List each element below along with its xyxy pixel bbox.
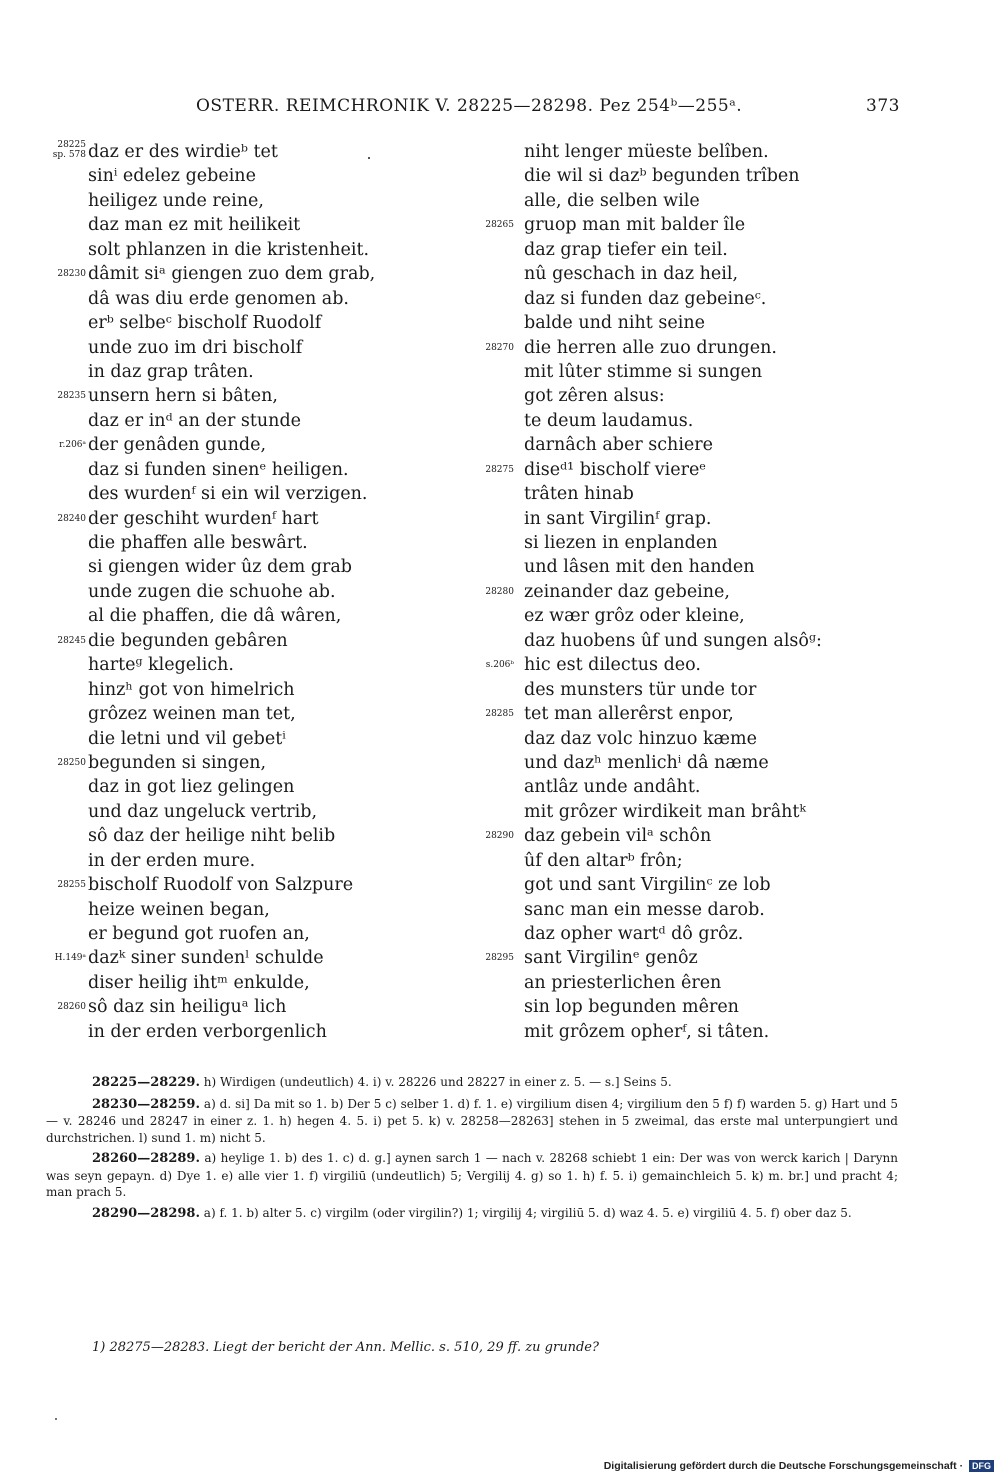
verse-text: zeinander daz gebeine, (524, 581, 730, 602)
verse-text: die begunden gebâren (88, 630, 288, 651)
line-number: 28265 (485, 220, 514, 231)
verse-text: mit grôzer wirdikeit man brâhtᵏ (524, 801, 806, 822)
apparatus-text: a) f. 1. b) alter 5. c) virgilm (oder virgilin?) 1; virgilij 4; virgiliū 5. d) waz 4. 5. e) virgiliū 4. 5. f) ober daz 5. (199, 1205, 852, 1220)
verse-text: daz er des wirdieᵇ tet (88, 142, 278, 162)
verse-text: mit lûter stimme si sungen (524, 361, 763, 382)
line-number: 28230 (57, 269, 86, 280)
verse-text: dâmit siᵃ giengen zuo dem grab, (88, 264, 376, 285)
line-number: 28240 (57, 513, 86, 524)
verse-line (36, 287, 476, 311)
verse-text: und lâsen mit den handen (524, 557, 755, 578)
verse-text: ez wær grôz oder kleine, (524, 606, 745, 627)
line-number: 28295 (485, 953, 514, 964)
verse-line (476, 164, 876, 188)
verse-text: unsern hern si bâten, (88, 386, 278, 407)
verse-line (476, 189, 876, 213)
apparatus-entry (46, 1074, 898, 1092)
verse-text: ûf den altarᵇ frôn; (524, 850, 683, 871)
verse-text: unde zuo im dri bischolf (88, 337, 303, 358)
verse-text: heiligez unde reine, (88, 190, 264, 211)
verse-line (36, 262, 476, 286)
line-number: s.206ᵇ (485, 660, 514, 671)
verse-text: balde und niht seine (524, 313, 705, 334)
verse-line (36, 433, 476, 457)
verse-line (476, 238, 876, 262)
credit-text: Digitalisierung gefördert durch die Deutsche Forschungsgemeinschaft · (603, 1459, 964, 1472)
line-number: H.149ᵃ (54, 953, 86, 964)
verse-line (36, 140, 476, 164)
verse-text: erᵇ selbeᶜ bischolf Ruodolf (88, 313, 322, 334)
verse-line (476, 922, 876, 946)
verse-text: der geschiht wurdenᶠ hart (88, 508, 319, 529)
line-number: 28250 (57, 757, 86, 768)
verse-line (36, 898, 476, 922)
dfg-logo: DFG (969, 1460, 994, 1472)
verse-line (476, 946, 876, 970)
verse-line (476, 360, 876, 384)
verse-text: harteᵍ klegelich. (88, 655, 234, 676)
verse-text: diseᵈ¹ bischolf viereᵉ (524, 459, 707, 480)
verse-line (476, 824, 876, 848)
verse-line (36, 751, 476, 775)
verse-line (476, 140, 876, 164)
page-number: 373 (866, 96, 900, 116)
line-number: 28255 (57, 880, 86, 891)
verse-text: die wil si dazᵇ begunden trîben (524, 166, 800, 187)
verse-line (476, 287, 876, 311)
verse-text: des munsters tür unde tor (524, 679, 757, 700)
verse-line (36, 238, 476, 262)
verse-line (36, 702, 476, 726)
verse-line (36, 922, 476, 946)
verse-line (476, 800, 876, 824)
line-number: 28280 (485, 586, 514, 597)
verse-text: antlâz unde andâht. (524, 777, 701, 798)
header-title: OSTERR. REIMCHRONIK V. 28225—28298. Pez 254ᵇ—255ᵃ. (196, 96, 743, 116)
running-header (196, 96, 900, 120)
apparatus-entry (46, 1096, 898, 1147)
verse-line (36, 946, 476, 970)
verse-text: daz opher wartᵈ dô grôz. (524, 924, 744, 944)
verse-text: sanc man ein messe darob. (524, 899, 765, 920)
verse-text: des wurdenᶠ si ein wil verzigen. (88, 484, 368, 505)
verse-text: mit grôzem opherᶠ, si tâten. (524, 1021, 770, 1042)
apparatus-text: a) heylige 1. b) des 1. c) d. g.] aynen sarch 1 — nach v. 28268 schiebt 1 ein: Der was von werck karich | Darynn was seyn gepayn. d) Dye 1. e) alle vier 1. f) virgiliū (undeutlich) 5; Vergilij 4. g) so 1. h) f. 5. i) gemainchleich 5. k) m. br.] und pracht 4; man prach 5. (46, 1151, 898, 1199)
critical-apparatus (46, 1074, 898, 1226)
verse-text: grôzez weinen man tet, (88, 704, 296, 725)
verse-text: in der erden mure. (88, 850, 256, 871)
verse-line (36, 164, 476, 188)
verse-text: sô daz der heilige niht belib (88, 826, 336, 847)
verse-line (36, 678, 476, 702)
verse-line (476, 629, 876, 653)
verse-text: daz gebein vilᵃ schôn (524, 826, 712, 847)
verse-line (36, 384, 476, 408)
verse-line (36, 580, 476, 604)
verse-text: an priesterlichen êren (524, 972, 722, 993)
verse-line (36, 775, 476, 799)
verse-text: got zêren alsus: (524, 386, 665, 407)
verse-line (36, 507, 476, 531)
verse-text: si giengen wider ûz dem grab (88, 557, 352, 578)
verse-line (476, 727, 876, 751)
apparatus-text: h) Wirdigen (undeutlich) 4. i) v. 28226 und 28227 in einer z. 5. — s.] Seins 5. (199, 1075, 672, 1089)
footnote-text: 1) 28275—28283. Liegt der bericht der Ann. Mellic. s. 510, 29 ff. zu grunde? (92, 1340, 599, 1355)
verse-line (36, 995, 476, 1019)
verse-line (476, 580, 876, 604)
verse-line (36, 800, 476, 824)
verse-line (476, 849, 876, 873)
verse-text: daz si funden sinenᵉ heiligen. (88, 459, 349, 480)
apparatus-range: 28260—28289. (92, 1151, 200, 1166)
verse-column-left (36, 140, 476, 1044)
apparatus-range: 28225—28229. (92, 1075, 200, 1090)
verse-line (476, 678, 876, 702)
verse-text: dâ was diu erde genomen ab. (88, 288, 349, 309)
verse-text: er begund got ruofen an, (88, 924, 310, 944)
apparatus-text: a) d. si] Da mit so 1. b) Der 5 c) selber 1. d) f. 1. e) virgilium disen 4; virgilium den 5 f) f) warden 5. g) Hart und 5 — v. 28246 und 28247 in einer z. 1. h) hegen 4. 5. i) pet 5. k) v. 28258—28263] stehen in 5 zweimal, das erste mal unterpungiert und durchstrichen. l) sund 1. m) nicht 5. (46, 1096, 898, 1145)
verse-line (36, 1020, 476, 1044)
verse-text: daz huobens ûf und sungen alsôᵍ: (524, 630, 822, 651)
verse-text: dazᵏ siner sundenˡ schulde (88, 948, 324, 969)
verse-line (36, 482, 476, 506)
verse-line (36, 873, 476, 897)
verse-line (476, 971, 876, 995)
verse-line (36, 824, 476, 848)
verse-text: alle, die selben wile (524, 190, 700, 211)
verse-line (36, 849, 476, 873)
verse-text: unde zugen die schuohe ab. (88, 581, 336, 602)
verse-line (476, 775, 876, 799)
verse-line (36, 604, 476, 628)
verse-text: sô daz sin heiliguᵃ lich (88, 997, 287, 1018)
verse-text: si liezen in enplanden (524, 533, 718, 553)
verse-line (476, 507, 876, 531)
line-number: 28245 (57, 635, 86, 646)
verse-text: die phaffen alle beswârt. (88, 533, 308, 553)
verse-text: in daz grap trâten. (88, 361, 254, 382)
verse-line (476, 604, 876, 628)
verse-text: begunden si singen, (88, 752, 267, 773)
apparatus-entry (46, 1150, 898, 1201)
print-speck (55, 1418, 57, 1420)
verse-text: hic est dilectus deo. (524, 655, 701, 676)
apparatus-range: 28290—28298. (92, 1205, 200, 1221)
verse-text: niht lenger müeste belîben. (524, 142, 769, 162)
verse-line (36, 555, 476, 579)
apparatus-range: 28230—28259. (92, 1096, 200, 1112)
line-number: 28285 (485, 709, 514, 720)
verse-text: die letni und vil gebetⁱ (88, 728, 286, 749)
verse-line (476, 653, 876, 677)
verse-line (476, 995, 876, 1019)
verse-line (36, 311, 476, 335)
verse-text: daz grap tiefer ein teil. (524, 239, 728, 260)
verse-line (476, 311, 876, 335)
verse-text: daz man ez mit heilikeit (88, 215, 301, 236)
verse-line (476, 873, 876, 897)
verse-line (36, 336, 476, 360)
verse-text: sant Virgilinᵉ genôz (524, 948, 698, 969)
verse-line (476, 751, 876, 775)
verse-text: diser heilig ihtᵐ enkulde, (88, 972, 310, 993)
verse-text: in sant Virgilinᶠ grap. (524, 508, 712, 529)
verse-line (476, 1020, 876, 1044)
verse-text: solt phlanzen in die kristenheit. (88, 239, 370, 260)
verse-line (36, 189, 476, 213)
verse-text: daz daz volc hinzuo kæme (524, 728, 757, 749)
verse-line (476, 458, 876, 482)
verse-text: daz in got liez gelingen (88, 777, 295, 798)
verse-text: te deum laudamus. (524, 410, 694, 431)
verse-line (36, 360, 476, 384)
verse-line (476, 384, 876, 408)
verse-text: und dazʰ menlichⁱ dâ næme (524, 752, 769, 773)
verse-text: daz er inᵈ an der stunde (88, 410, 301, 431)
verse-text: der genâden gunde, (88, 435, 267, 456)
verse-text: darnâch aber schiere (524, 435, 713, 456)
line-number: 28260 (57, 1002, 86, 1013)
verse-line (476, 213, 876, 237)
verse-text: daz si funden daz gebeineᶜ. (524, 288, 767, 309)
digitization-credit (604, 1460, 994, 1472)
verse-text: tet man allerêrst enpor, (524, 704, 734, 725)
verse-text: die herren alle zuo drungen. (524, 337, 777, 358)
apparatus-entry (46, 1205, 898, 1223)
verse-text: sin lop begunden mêren (524, 997, 739, 1018)
line-number: 28275 (485, 464, 514, 475)
verse-line (36, 213, 476, 237)
verse-line (476, 482, 876, 506)
verse-text: nû geschach in daz heil, (524, 264, 739, 285)
verse-text: al die phaffen, die dâ wâren, (88, 606, 342, 627)
footnote (92, 1340, 892, 1355)
verse-line (476, 531, 876, 555)
verse-text: sinⁱ edelez gebeine (88, 166, 256, 187)
verse-text: und daz ungeluck vertrib, (88, 801, 318, 822)
verse-line (36, 458, 476, 482)
verse-line (476, 702, 876, 726)
verse-line (36, 531, 476, 555)
verse-text: gruop man mit balder île (524, 215, 746, 236)
line-number: 28225 sp. 578 (52, 140, 86, 160)
verse-line (476, 262, 876, 286)
verse-line (476, 336, 876, 360)
verse-text: got und sant Virgilinᶜ ze lob (524, 875, 771, 896)
verse-line (36, 409, 476, 433)
verse-line (36, 653, 476, 677)
verse-text: trâten hinab (524, 484, 634, 505)
verse-text: bischolf Ruodolf von Salzpure (88, 875, 354, 896)
verse-line (36, 727, 476, 751)
verse-text: heize weinen began, (88, 899, 270, 920)
verse-text: in der erden verborgenlich (88, 1021, 327, 1042)
line-number: 28235 (57, 391, 86, 402)
line-number: 28290 (485, 831, 514, 842)
verse-line (476, 898, 876, 922)
verse-column-right (476, 140, 876, 1044)
verse-line (36, 629, 476, 653)
verse-line (476, 555, 876, 579)
line-number: 28270 (485, 342, 514, 353)
verse-line (36, 971, 476, 995)
verse-text: hinzʰ got von himelrich (88, 679, 295, 700)
verse-line (476, 409, 876, 433)
verse-line (476, 433, 876, 457)
line-number: r.206ᵃ (59, 440, 86, 451)
